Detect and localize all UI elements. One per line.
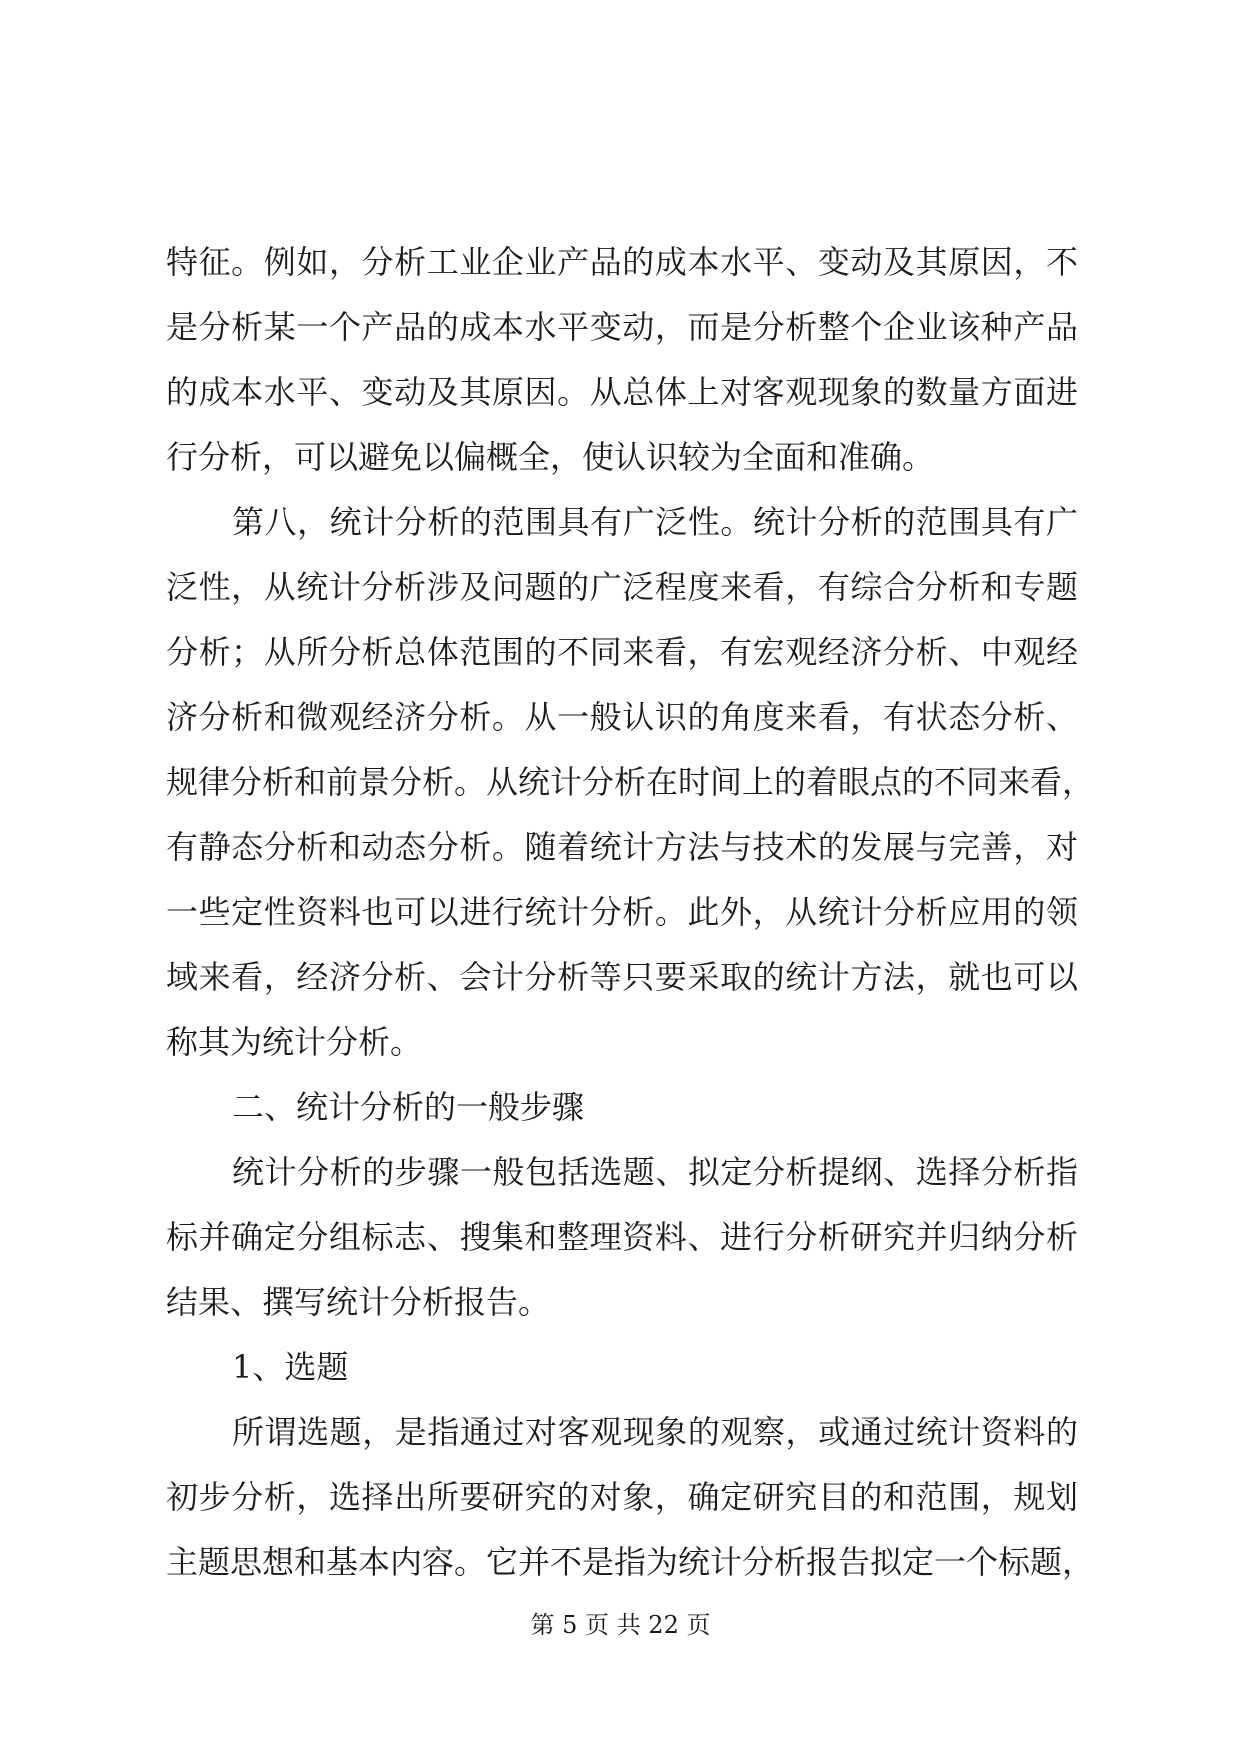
subsection-heading: 1、选题: [232, 1348, 349, 1386]
text-line: 的成本水平、变动及其原因。从总体上对客观现象的数量方面进: [166, 373, 1078, 411]
text-line: 一些定性资料也可以进行统计分析。此外，从统计分析应用的领: [166, 893, 1078, 931]
text-line: 规律分析和前景分析。从统计分析在时间上的着眼点的不同来看，: [166, 763, 1095, 801]
text-line: 济分析和微观经济分析。从一般认识的角度来看，有状态分析、: [166, 698, 1078, 736]
text-line: 域来看，经济分析、会计分析等只要采取的统计方法，就也可以: [166, 958, 1078, 996]
text-line: 统计分析的步骤一般包括选题、拟定分析提纲、选择分析指: [232, 1153, 1078, 1191]
text-line: 是分析某一个产品的成本水平变动，而是分析整个企业该种产品: [166, 308, 1078, 346]
text-line: 有静态分析和动态分析。随着统计方法与技术的发展与完善，对: [166, 828, 1078, 866]
text-line: 行分析，可以避免以偏概全，使认识较为全面和准确。: [166, 438, 935, 476]
text-line: 主题思想和基本内容。它并不是指为统计分析报告拟定一个标题，: [166, 1543, 1095, 1581]
text-line: 初步分析，选择出所要研究的对象，确定研究目的和范围，规划: [166, 1478, 1078, 1516]
text-line: 分析；从所分析总体范围的不同来看，有宏观经济分析、中观经: [166, 633, 1078, 671]
text-line: 结果、撰写统计分析报告。: [166, 1283, 551, 1321]
text-line: 第八，统计分析的范围具有广泛性。统计分析的范围具有广: [232, 503, 1078, 541]
text-line: 标并确定分组标志、搜集和整理资料、进行分析研究并归纳分析: [166, 1218, 1078, 1256]
text-line: 称其为统计分析。: [166, 1023, 423, 1061]
body-text: [166, 230, 1095, 1595]
text-line: 所谓选题，是指通过对客观现象的观察，或通过统计资料的: [232, 1413, 1078, 1451]
text-line: 特征。例如，分析工业企业产品的成本水平、变动及其原因，不: [166, 243, 1078, 281]
page-number-footer: 第 5 页 共 22 页: [530, 1611, 711, 1639]
text-line: 泛性，从统计分析涉及问题的广泛程度来看，有综合分析和专题: [166, 568, 1078, 606]
section-heading: 二、统计分析的一般步骤: [232, 1088, 585, 1126]
